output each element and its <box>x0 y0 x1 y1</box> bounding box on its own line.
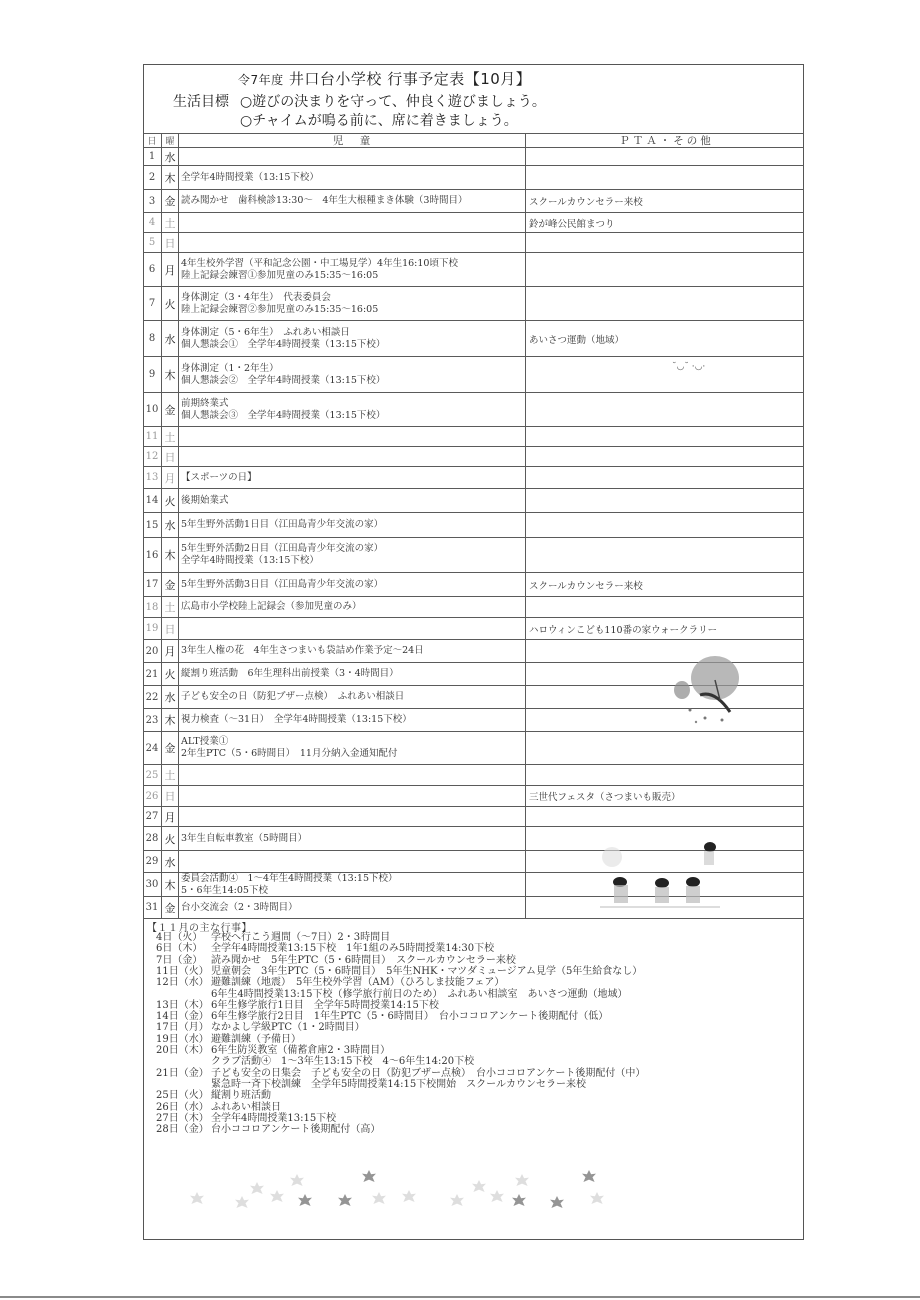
weekday: 日 <box>162 447 179 466</box>
day-number: 26 <box>143 786 162 806</box>
table-row <box>143 392 804 426</box>
november-event <box>156 1000 439 1012</box>
life-goal-1: ○遊びの決まりを守って、仲良く遊びましょう。 <box>240 94 546 110</box>
event-text: 6年生修学旅行2日目 1年生PTC（5・6時間目） 台小ココロアンケート後期配付（低） <box>211 1011 609 1023</box>
children-cell <box>179 233 526 252</box>
day-number: 22 <box>143 686 162 708</box>
day-number: 2 <box>143 166 162 189</box>
children-cell <box>179 709 526 731</box>
children-event: 前期終業式 <box>181 397 229 409</box>
children-event: 広島市小学校陸上記録会（参加児童のみ） <box>181 601 362 612</box>
pta-cell <box>526 287 804 320</box>
weekday: 月 <box>162 807 179 826</box>
children-event: 後期始業式 <box>181 494 229 506</box>
children-cell <box>179 213 526 232</box>
day-number: 6 <box>143 253 162 286</box>
table-row <box>143 731 804 764</box>
weekday: 水 <box>162 148 179 165</box>
children-event: 身体測定（3・4年生） 代表委員会 <box>181 291 331 303</box>
children-cell <box>179 851 526 872</box>
weekday: 土 <box>162 213 179 232</box>
children-cell <box>179 597 526 617</box>
event-date: 11日（火） <box>156 965 209 977</box>
children-event: 個人懇談会① 全学年4時間授業（13:15下校） <box>181 338 386 350</box>
children-cell <box>179 538 526 572</box>
children-cell <box>179 663 526 685</box>
weekday: 木 <box>162 538 179 572</box>
children-cell <box>179 807 526 826</box>
november-event <box>156 955 516 967</box>
table-row <box>143 320 804 356</box>
pta-cell <box>526 807 804 826</box>
children-cell <box>179 732 526 764</box>
autumn-tree-illustration <box>660 650 745 725</box>
event-text: 6年生4時間授業13:15下校（修学旅行前日のため） ふれあい相談室 あいさつ運動（地域） <box>211 988 628 1000</box>
weekday: 日 <box>162 786 179 806</box>
children-event: 3年生自転車教室（5時間目） <box>181 832 308 844</box>
children-cell <box>179 287 526 320</box>
day-number: 1 <box>143 148 162 165</box>
pta-cell: ハロウィンこども110番の家ウォークラリー <box>529 624 718 636</box>
table-header-row <box>143 133 804 147</box>
children-event: 委員会活動④ 1～4年生4時間授業（13:15下校） <box>181 872 398 884</box>
children-event: 個人懇談会③ 全学年4時間授業（13:15下校） <box>181 409 386 421</box>
children-cell <box>179 427 526 446</box>
day-number: 18 <box>143 597 162 617</box>
children-event: 5年生野外活動1日目（江田島青少年交流の家） <box>181 519 384 530</box>
event-date: 26日（水） <box>156 1101 209 1113</box>
weekday: 金 <box>162 573 179 596</box>
children-cell <box>179 873 526 896</box>
children-event: 子ども安全の日（防犯ブザー点検） ふれあい相談日 <box>181 691 405 702</box>
event-date: 17日（月） <box>156 1022 209 1034</box>
november-event <box>156 1056 474 1068</box>
table-row <box>143 165 804 189</box>
november-event <box>156 1034 301 1046</box>
header-day: 日 <box>143 134 162 147</box>
life-goal-2: ○チャイムが鳴る前に、席に着きましょう。 <box>240 113 518 129</box>
table-row <box>143 512 804 537</box>
event-text: クラブ活動④ 1～3年生13:15下校 4～6年生14:20下校 <box>211 1056 475 1068</box>
pta-cell <box>526 148 804 165</box>
day-number: 23 <box>143 709 162 731</box>
weekday: 火 <box>162 827 179 850</box>
children-cell <box>179 827 526 850</box>
table-row <box>143 806 804 826</box>
event-text: 全学年4時間授業13:15下校 <box>211 1112 337 1124</box>
event-date: 14日（金） <box>156 1011 209 1023</box>
weekday: 土 <box>162 765 179 785</box>
weekday: 金 <box>162 897 179 918</box>
pta-cell <box>526 597 804 617</box>
title-block <box>143 64 804 134</box>
children-cell <box>179 618 526 639</box>
event-text: 縦割り班活動 <box>211 1090 271 1102</box>
weekday: 火 <box>162 287 179 320</box>
children-event: ALT授業① <box>181 736 229 747</box>
table-row <box>143 572 804 596</box>
event-text: なかよし学級PTC（1・2時間目） <box>211 1022 365 1034</box>
day-number: 30 <box>143 873 162 896</box>
day-number: 8 <box>143 321 162 356</box>
document-title <box>238 68 531 89</box>
day-number: 14 <box>143 489 162 512</box>
header-children: 児 童 <box>179 134 526 147</box>
weekday: 木 <box>162 709 179 731</box>
pta-cell <box>526 765 804 785</box>
children-cell <box>179 393 526 426</box>
day-number: 28 <box>143 827 162 850</box>
event-date: 4日（火） <box>156 932 203 943</box>
day-number: 3 <box>143 190 162 212</box>
weekday: 水 <box>162 513 179 537</box>
pta-cell: 鈴が峰公民館まつり <box>529 218 615 230</box>
children-event: 身体測定（5・6年生） ふれあい相談日 <box>181 326 350 338</box>
day-number: 12 <box>143 447 162 466</box>
table-row <box>143 189 804 212</box>
november-event <box>156 1102 281 1114</box>
weekday: 土 <box>162 427 179 446</box>
table-row <box>143 596 804 617</box>
weekday: 水 <box>162 851 179 872</box>
title-main: 井口台小学校 行事予定表【10月】 <box>288 70 532 88</box>
event-date: 13日（木） <box>156 999 209 1011</box>
day-number: 7 <box>143 287 162 320</box>
pta-cell: 三世代フェスタ（さつまいも販売） <box>529 792 681 803</box>
children-event: 3年生人権の花 4年生さつまいも袋詰め作業予定～24日 <box>181 645 424 656</box>
children-event: 2年生PTC（5・6時間目） 11月分納入金通知配付 <box>181 748 398 759</box>
day-number: 9 <box>143 357 162 392</box>
children-cell <box>179 253 526 286</box>
life-goal-label: 生活目標 <box>173 94 229 110</box>
pta-cell <box>526 393 804 426</box>
weekday: 金 <box>162 190 179 212</box>
children-event: 【スポーツの日】 <box>181 471 257 483</box>
november-event <box>156 1090 271 1102</box>
day-number: 25 <box>143 765 162 785</box>
table-row <box>143 785 804 806</box>
november-event <box>156 977 504 989</box>
weekday: 火 <box>162 489 179 512</box>
day-number: 13 <box>143 467 162 488</box>
children-event: 5年生野外活動3日目（江田島青少年交流の家） <box>181 578 384 590</box>
table-row <box>143 286 804 320</box>
november-heading: 【１１月の主な行事】 <box>147 923 252 934</box>
children-cell <box>179 513 526 537</box>
november-event <box>156 989 628 1001</box>
autumn-leaves-border <box>190 1160 710 1220</box>
pta-cell <box>526 233 804 252</box>
pta-cell <box>526 427 804 446</box>
november-event <box>156 1068 645 1080</box>
event-text: 緊急時一斉下校訓練 全学年5時間授業14:15下校開始 スクールカウンセラー来校 <box>211 1078 586 1090</box>
children-event: 全学年4時間授業（13:15下校） <box>181 555 319 566</box>
weekday: 月 <box>162 253 179 286</box>
table-row <box>143 446 804 466</box>
table-row <box>143 426 804 446</box>
weekday: 日 <box>162 618 179 639</box>
children-event: 陸上記録会練習②参加児童のみ15:35～16:05 <box>181 303 379 315</box>
event-date: 19日（水） <box>156 1033 209 1045</box>
weekday: 水 <box>162 321 179 356</box>
header-weekday: 曜 <box>162 134 179 147</box>
children-event: 4年生校外学習（平和記念公園・中工場見学）4年生16:10頃下校 <box>181 257 458 269</box>
smiley-doodle-icon: ˘◡˘ ·◡· <box>672 362 706 372</box>
event-date: 7日（金） <box>156 954 203 966</box>
november-event <box>156 943 494 955</box>
event-text: 学校へ行こう週間（～7日）2・3時間目 <box>211 932 391 943</box>
day-number: 29 <box>143 851 162 872</box>
children-event: 陸上記録会練習①参加児童のみ15:35～16:05 <box>181 269 379 281</box>
table-row <box>143 617 804 639</box>
day-number: 17 <box>143 573 162 596</box>
fiscal-year: 令7年度 <box>238 73 284 87</box>
weekday: 金 <box>162 393 179 426</box>
pta-cell <box>526 489 804 512</box>
children-cell <box>179 897 526 918</box>
event-text: 6年生修学旅行1日目 全学年5時間授業14:15下校 <box>211 999 439 1011</box>
day-number: 15 <box>143 513 162 537</box>
day-number: 11 <box>143 427 162 446</box>
event-text: 子ども安全の日集会 子ども安全の日（防犯ブザー点検） 台小ココロアンケート後期配付（中） <box>211 1067 646 1079</box>
children-cell <box>179 786 526 806</box>
children-event: 読み聞かせ 歯科検診13:30～ 4年生大根種まき体験（3時間目） <box>181 195 468 206</box>
children-event: 縦割り班活動 6年生理科出前授業（3・4時間目） <box>181 668 399 679</box>
children-cell <box>179 321 526 356</box>
event-text: 避難訓練（地震） 5年生校外学習（AM）（ひろしま技能フェア） <box>211 977 505 989</box>
page-bottom-rule <box>0 1296 920 1298</box>
event-date: 6日（木） <box>156 943 203 955</box>
pta-cell <box>526 467 804 488</box>
pta-cell <box>526 253 804 286</box>
children-cell <box>179 190 526 212</box>
weekday: 月 <box>162 467 179 488</box>
table-row <box>143 212 804 232</box>
event-text: 全学年4時間授業13:15下校 1年1組のみ5時間授業14:30下校 <box>211 943 495 955</box>
table-row <box>143 252 804 286</box>
table-row <box>143 537 804 572</box>
children-cell <box>179 166 526 189</box>
table-row <box>143 232 804 252</box>
event-text: ふれあい相談日 <box>211 1101 281 1113</box>
pta-cell <box>526 166 804 189</box>
day-number: 16 <box>143 538 162 572</box>
children-cell <box>179 467 526 488</box>
children-cell <box>179 573 526 596</box>
event-date: 27日（木） <box>156 1112 209 1124</box>
weekday: 金 <box>162 732 179 764</box>
children-cell <box>179 640 526 662</box>
event-date: 12日（水） <box>156 977 209 989</box>
day-number: 21 <box>143 663 162 685</box>
weekday: 火 <box>162 663 179 685</box>
day-number: 31 <box>143 897 162 918</box>
table-row <box>143 147 804 165</box>
day-number: 4 <box>143 213 162 232</box>
children-playing-illustration <box>600 835 720 915</box>
children-event: 個人懇談会② 全学年4時間授業（13:15下校） <box>181 374 386 386</box>
children-cell <box>179 357 526 392</box>
children-event: 視力検査（～31日） 全学年4時間授業（13:15下校） <box>181 714 412 725</box>
day-number: 5 <box>143 233 162 252</box>
children-cell <box>179 686 526 708</box>
pta-cell <box>526 513 804 537</box>
november-event <box>156 1124 380 1136</box>
event-date: 28日（金） <box>156 1124 209 1136</box>
event-text: 児童朝会 3年生PTC（5・6時間目） 5年生NHK・マツダミュージアム見学（5年生給食なし） <box>211 965 643 977</box>
pta-cell <box>526 357 804 392</box>
pta-cell <box>526 732 804 764</box>
day-number: 10 <box>143 393 162 426</box>
table-row <box>143 488 804 512</box>
pta-cell: あいさつ運動（地域） <box>529 334 625 346</box>
event-text: 避難訓練（予備日） <box>211 1033 301 1045</box>
children-event: 身体測定（1・2年生） <box>181 362 279 374</box>
pta-cell <box>526 538 804 572</box>
day-number: 27 <box>143 807 162 826</box>
children-cell <box>179 489 526 512</box>
weekday: 水 <box>162 686 179 708</box>
november-event <box>156 1113 336 1125</box>
event-date: 21日（金） <box>156 1067 209 1079</box>
day-number: 20 <box>143 640 162 662</box>
event-text: 台小ココロアンケート後期配付（高） <box>211 1124 381 1136</box>
weekday: 土 <box>162 597 179 617</box>
children-event: 台小交流会（2・3時間目） <box>181 901 298 913</box>
weekday: 木 <box>162 166 179 189</box>
weekday: 木 <box>162 357 179 392</box>
pta-cell <box>526 447 804 466</box>
table-row <box>143 466 804 488</box>
event-date: 25日（火） <box>156 1090 209 1102</box>
event-text: 読み聞かせ 5年生PTC（5・6時間目） スクールカウンセラー来校 <box>211 954 516 966</box>
weekday: 日 <box>162 233 179 252</box>
pta-cell: スクールカウンセラー来校 <box>529 197 643 208</box>
weekday: 木 <box>162 873 179 896</box>
children-cell <box>179 148 526 165</box>
weekday: 月 <box>162 640 179 662</box>
children-event: 全学年4時間授業（13:15下校） <box>181 171 319 183</box>
november-event <box>156 1022 365 1034</box>
day-number: 19 <box>143 618 162 639</box>
children-event: 5年生野外活動2日目（江田島青少年交流の家） <box>181 543 384 554</box>
pta-cell: スクールカウンセラー来校 <box>529 580 643 592</box>
children-event: 5・6年生14:05下校 <box>181 884 268 896</box>
table-row <box>143 764 804 785</box>
day-number: 24 <box>143 732 162 764</box>
event-text: 6年生防災教室（備蓄倉庫2・3時間目） <box>211 1045 391 1056</box>
children-cell <box>179 447 526 466</box>
children-cell <box>179 765 526 785</box>
event-date: 20日（木） <box>156 1045 209 1056</box>
header-pta: ＰＴＡ・その他 <box>619 135 714 147</box>
